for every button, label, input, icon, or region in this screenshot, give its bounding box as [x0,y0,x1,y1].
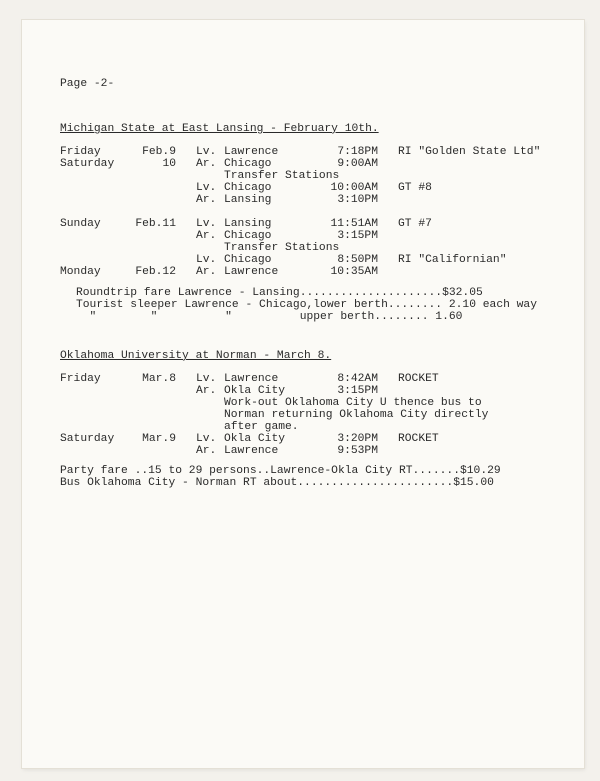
itinerary-place: Lawrence [224,146,279,158]
itinerary-date: 10 [162,158,176,170]
fare-line: Tourist sleeper Lawrence - Chicago,lower berth........ 2.10 each way [76,299,537,311]
itinerary-day: Sunday [60,218,101,230]
itinerary-place: Transfer Stations [224,170,340,182]
itinerary-time: 9:53PM [337,445,378,457]
itinerary-place: Chicago [224,254,272,266]
itinerary-place: after game. [224,421,299,433]
itinerary-mode: Lv. [196,218,217,230]
itinerary-time: 10:35AM [330,266,378,278]
itinerary-date: Feb.12 [135,266,176,278]
itinerary-place: Lawrence [224,373,279,385]
page-number: Page -2- [60,78,115,90]
itinerary-time: 8:42AM [337,373,378,385]
itinerary-time: 3:15PM [337,230,378,242]
itinerary-mode: Ar. [196,230,217,242]
itinerary-mode: Ar. [196,158,217,170]
itinerary-mode: Lv. [196,182,217,194]
fare-line: Roundtrip fare Lawrence - Lansing.....................$32.05 [76,287,483,299]
itinerary-day: Friday [60,373,101,385]
itinerary-day: Monday [60,266,101,278]
itinerary-time: 3:10PM [337,194,378,206]
itinerary-train: ROCKET [398,373,439,385]
itinerary-train: GT #7 [398,218,432,230]
itinerary-place: Chicago [224,230,272,242]
itinerary-place: Norman returning Oklahoma City directly [224,409,489,421]
fare-line: " " " upper berth........ 1.60 [76,311,463,323]
itinerary-day: Saturday [60,433,115,445]
itinerary-train: RI "Golden State Ltd" [398,146,541,158]
itinerary-time: 3:20PM [337,433,378,445]
itinerary-date: Feb.11 [135,218,176,230]
itinerary-time: 11:51AM [330,218,378,230]
itinerary-mode: Lv. [196,146,217,158]
itinerary-time: 8:50PM [337,254,378,266]
itinerary-date: Mar.9 [142,433,176,445]
itinerary-time: 9:00AM [337,158,378,170]
fare-line: Bus Oklahoma City - Norman RT about.......................$15.00 [60,477,494,489]
itinerary-day: Friday [60,146,101,158]
itinerary-place: Work-out Oklahoma City U thence bus to [224,397,482,409]
itinerary-place: Chicago [224,158,272,170]
itinerary-place: Transfer Stations [224,242,340,254]
itinerary-time: 7:18PM [337,146,378,158]
itinerary-date: Mar.8 [142,373,176,385]
itinerary-mode: Ar. [196,385,217,397]
section-heading-oklahoma: Oklahoma University at Norman - March 8. [60,350,332,362]
itinerary-mode: Lv. [196,373,217,385]
itinerary-day: Saturday [60,158,115,170]
itinerary-place: Chicago [224,182,272,194]
itinerary-train: ROCKET [398,433,439,445]
itinerary-mode: Ar. [196,194,217,206]
itinerary-time: 3:15PM [337,385,378,397]
itinerary-place: Lansing [224,194,272,206]
itinerary-mode: Ar. [196,445,217,457]
itinerary-place: Okla City [224,433,286,445]
itinerary-place: Lansing [224,218,272,230]
itinerary-date: Feb.9 [142,146,176,158]
itinerary-mode: Lv. [196,433,217,445]
itinerary-place: Lawrence [224,445,279,457]
fare-line: Party fare ..15 to 29 persons..Lawrence-Okla City RT.......$10.29 [60,465,501,477]
section-heading-michigan: Michigan State at East Lansing - February 10th. [60,123,379,135]
itinerary-place: Lawrence [224,266,279,278]
itinerary-train: GT #8 [398,182,432,194]
itinerary-mode: Ar. [196,266,217,278]
itinerary-mode: Lv. [196,254,217,266]
itinerary-train: RI "Californian" [398,254,507,266]
itinerary-time: 10:00AM [330,182,378,194]
itinerary-place: Okla City [224,385,286,397]
